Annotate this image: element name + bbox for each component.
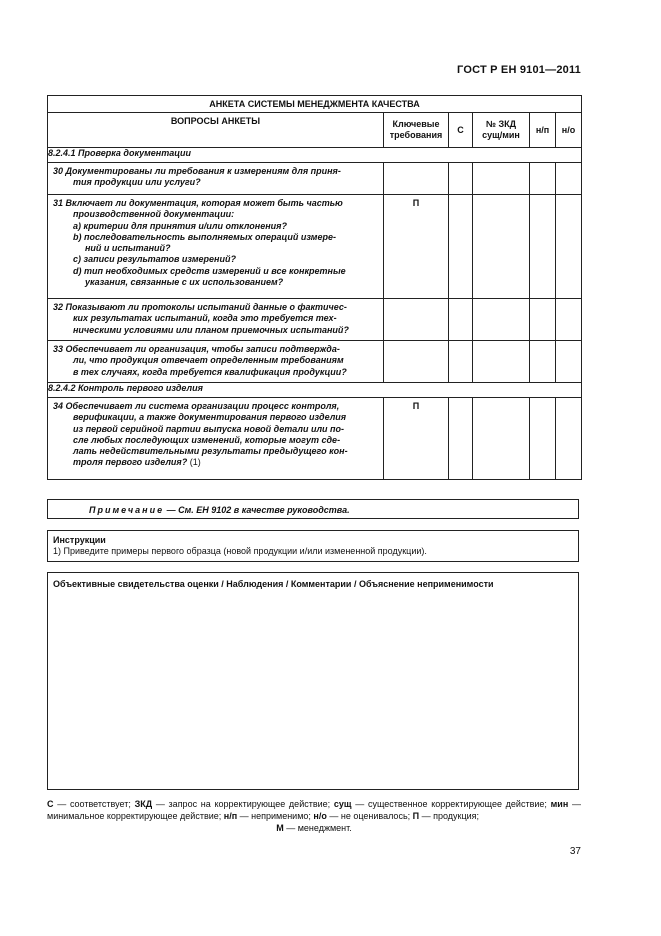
- no-cell[interactable]: [556, 195, 582, 299]
- table-title: АНКЕТА СИСТЕМЫ МЕНЕДЖМЕНТА КАЧЕСТВА: [48, 96, 582, 113]
- section-heading: 8.2.4.2 Контроль первого изделия: [48, 383, 582, 398]
- document-code: ГОСТ Р ЕН 9101—2011: [457, 64, 581, 76]
- np-cell[interactable]: [530, 195, 556, 299]
- table-header-row: [48, 113, 582, 148]
- legend: С — соответствует; ЗКД — запрос на корректирующее действие; сущ — существенное корректирующее действие; мин — минимальное корректирующее действие; н/п — неприменимо; н/о — не оценивалось; П — продукция; М — менеджмент.: [47, 799, 581, 833]
- table-row: [48, 163, 582, 195]
- c-cell[interactable]: [449, 341, 473, 383]
- instruction-reference: (1): [187, 457, 201, 468]
- no-cell[interactable]: [556, 163, 582, 195]
- instruction-item: 1) Приведите примеры первого образца (новой продукции и/или измененной продукции).: [53, 546, 427, 556]
- col-questions: ВОПРОСЫ АНКЕТЫ: [48, 113, 384, 148]
- np-cell[interactable]: [530, 299, 556, 341]
- key-requirement-cell: П: [384, 195, 449, 299]
- zkd-cell[interactable]: [473, 299, 530, 341]
- c-cell[interactable]: [449, 195, 473, 299]
- table-row: [48, 398, 582, 480]
- zkd-cell[interactable]: [473, 163, 530, 195]
- table-row: [48, 195, 582, 299]
- zkd-cell[interactable]: [473, 341, 530, 383]
- table-row: [48, 299, 582, 341]
- col-c: С: [449, 113, 473, 148]
- page-number: 37: [569, 846, 581, 857]
- no-cell[interactable]: [556, 398, 582, 480]
- section-heading: 8.2.4.1 Проверка документации: [48, 148, 582, 163]
- instructions-title: Инструкции: [53, 535, 106, 545]
- zkd-cell[interactable]: [473, 195, 530, 299]
- key-requirement-cell: [384, 299, 449, 341]
- table-row: [48, 341, 582, 383]
- question-34: 34 Обеспечивает ли система организации процесс контроля, верификации, а также документирования первого изделия из первой серийной партии выпуска новой детали или по- сле любых последующих изменений, которые могут сде- лать недействительными результаты предыдущего кон- троля первого изделия? (1): [48, 398, 384, 480]
- c-cell[interactable]: [449, 299, 473, 341]
- c-cell[interactable]: [449, 398, 473, 480]
- key-requirement-cell: П: [384, 398, 449, 480]
- key-requirement-cell: [384, 163, 449, 195]
- question-32: 32 Показывают ли протоколы испытаний данные о фактичес- ких результатах испытаний, когда это требуется тех- ническими условиями или планом приемочных испытаний?: [48, 299, 384, 341]
- col-zkd: № ЗКД сущ/мин: [473, 113, 530, 148]
- zkd-cell[interactable]: [473, 398, 530, 480]
- note-box: [47, 499, 579, 519]
- question-30: 30 Документированы ли требования к измерениям для приня- тия продукции или услуги?: [48, 163, 384, 195]
- key-requirement-cell: [384, 341, 449, 383]
- instructions-box: [47, 530, 579, 562]
- np-cell[interactable]: [530, 398, 556, 480]
- col-np: н/п: [530, 113, 556, 148]
- col-no: н/о: [556, 113, 582, 148]
- evidence-title: Объективные свидетельства оценки / Наблюдения / Комментарии / Объяснение неприменимости: [53, 579, 494, 589]
- no-cell[interactable]: [556, 341, 582, 383]
- np-cell[interactable]: [530, 163, 556, 195]
- questionnaire-table: [47, 95, 582, 480]
- question-33: 33 Обеспечивает ли организация, чтобы записи подтвержда- ли, что продукция отвечает определенным требованиям в тех случаях, когда требуется квалификация продукции?: [48, 341, 384, 383]
- c-cell[interactable]: [449, 163, 473, 195]
- col-key-requirements: Ключевые требования: [384, 113, 449, 148]
- evidence-box[interactable]: [47, 572, 579, 790]
- np-cell[interactable]: [530, 341, 556, 383]
- note-label: Примечание: [89, 505, 165, 515]
- note-text: — См. ЕН 9102 в качестве руководства.: [164, 505, 350, 515]
- question-31: 31 Включает ли документация, которая может быть частью производственной документации: a) критерии для принятия и/или отклонения? b) последовательность выполняемых операций измере- ний и испытаний? c) записи результатов измерений? d) тип необходимых средств измерений и все конкретные указания, связанные с их использованием?: [48, 195, 384, 299]
- no-cell[interactable]: [556, 299, 582, 341]
